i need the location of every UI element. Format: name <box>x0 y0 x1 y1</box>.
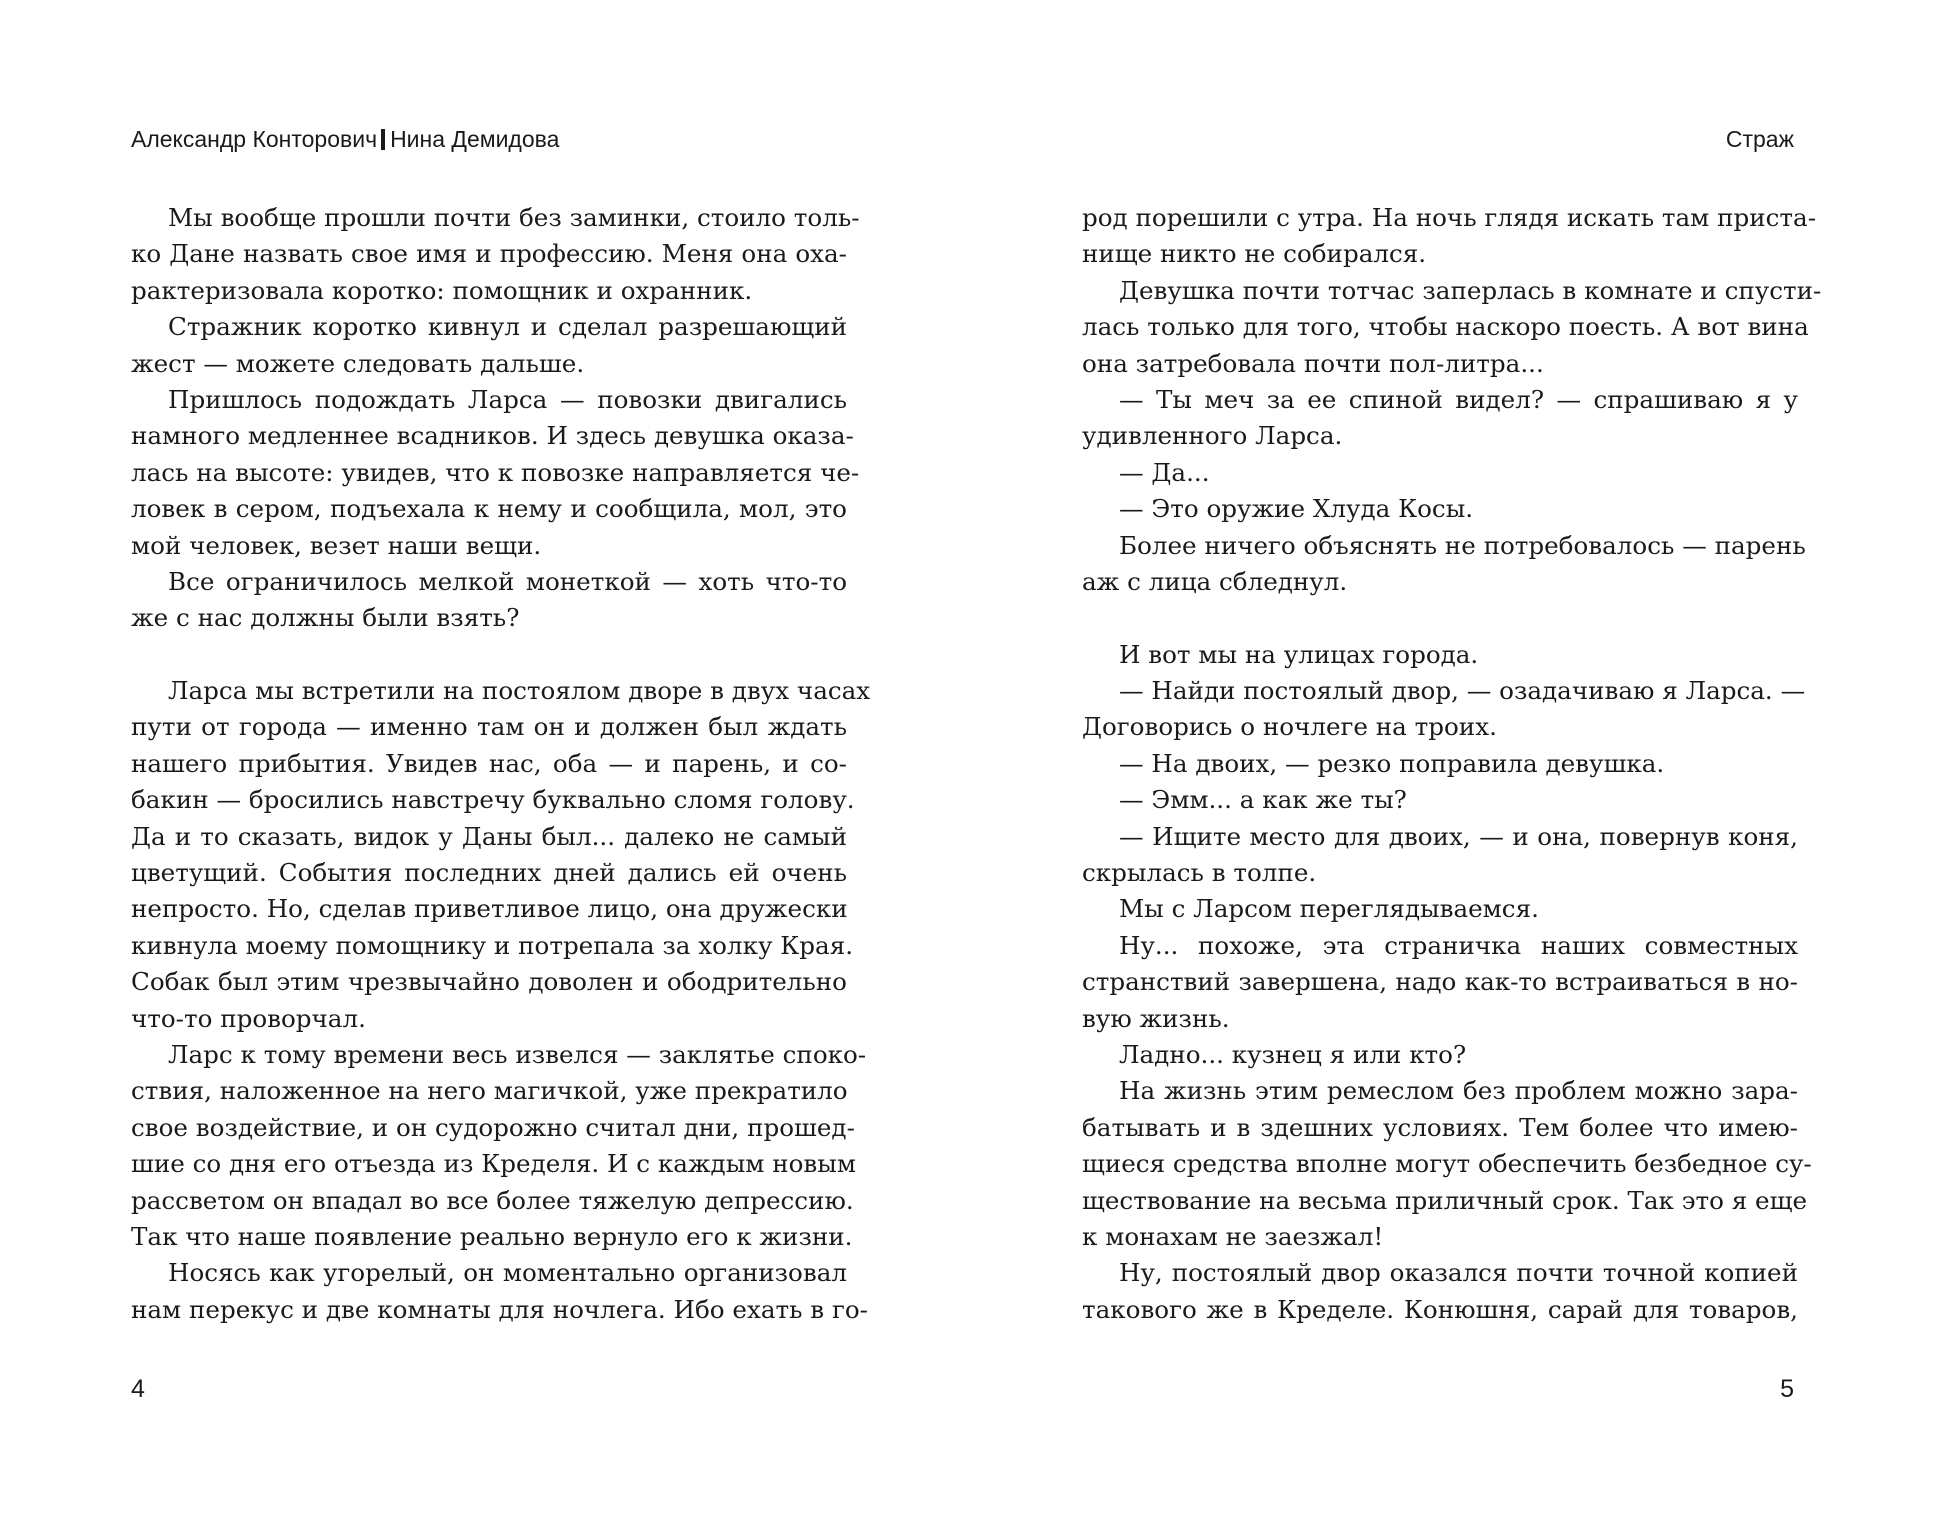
text-line: лась на высоте: увидев, что к повозке направляется че- <box>131 457 860 487</box>
text-line: И вот мы на улицах города. <box>1119 639 1479 669</box>
body-text-left <box>131 200 871 1328</box>
text-line: Ну, постоялый двор оказался почти точной копией <box>1119 1258 1798 1288</box>
text-line: рактеризовала коротко: помощник и охранник. <box>131 275 753 305</box>
text-line: Да и то сказать, видок у Даны был... далеко не самый <box>131 821 847 851</box>
text-line: удивленного Ларса. <box>1082 421 1343 451</box>
text-line: нище никто не собирался. <box>1082 239 1427 269</box>
page-number-right: 5 <box>1780 1375 1794 1403</box>
text-line: ловек в сером, подъехала к нему и сообщила, мол, это <box>131 494 847 524</box>
text-line: Девушка почти тотчас заперлась в комнате и спусти- <box>1119 275 1822 305</box>
right-page <box>973 0 1946 1520</box>
blank-line <box>131 637 847 673</box>
text-line: Ну... похоже, эта страничка наших совместных <box>1119 930 1798 960</box>
text-line: Все ограничилось мелкой монеткой — хоть что-то <box>168 566 847 596</box>
text-line: ко Дане назвать свое имя и профессию. Меня она оха- <box>131 239 847 269</box>
text-line: Мы вообще прошли почти без заминки, стоило толь- <box>168 203 860 232</box>
text-line: нашего прибытия. Увидев нас, оба — и парень, и со- <box>131 748 847 778</box>
text-line: к монахам не заезжал! <box>1082 1221 1384 1251</box>
page-number-left: 4 <box>131 1375 145 1403</box>
running-head-title: Страж <box>1725 126 1794 152</box>
author-name-1: Александр Конторович <box>131 126 378 152</box>
text-line: пути от города — именно там он и должен был ждать <box>131 712 847 742</box>
text-line: ществование на весьма приличный срок. Так это я еще <box>1082 1185 1808 1215</box>
text-line: вую жизнь. <box>1082 1003 1230 1033</box>
text-line: намного медленнее всадников. И здесь девушка оказа- <box>131 421 854 451</box>
text-line: такового же в Кределе. Конюшня, сарай для товаров, <box>1082 1294 1798 1324</box>
text-line: Пришлось подождать Ларса — повозки двигались <box>168 384 847 414</box>
blank-line <box>1082 600 1798 636</box>
running-head-authors <box>131 124 559 154</box>
text-line: Ларс к тому времени весь извелся — заклятье споко- <box>168 1039 867 1069</box>
text-line: свое воздействие, и он судорожно считал дни, прошед- <box>131 1112 855 1142</box>
text-line: шие со дня его отъезда из Кределя. И с каждым новым <box>131 1149 856 1179</box>
text-line: род порешили с утра. На ночь глядя искать там приста- <box>1082 203 1817 232</box>
text-line: Более ничего объяснять не потребовалось — парень <box>1119 530 1806 560</box>
text-line: рассветом он впадал во все более тяжелую депрессию. <box>131 1185 854 1215</box>
text-line: — Да... <box>1119 457 1210 487</box>
text-line: мой человек, везет наши вещи. <box>131 530 542 560</box>
text-line: Собак был этим чрезвычайно доволен и ободрительно <box>131 967 847 997</box>
text-line: скрылась в толпе. <box>1082 858 1317 888</box>
text-line: Ларса мы встретили на постоялом дворе в двух часах <box>168 676 871 706</box>
text-line: — Это оружие Хлуда Косы. <box>1119 494 1474 524</box>
text-line: Так что наше появление реально вернуло его к жизни. <box>131 1221 853 1251</box>
text-line: — Найди постоялый двор, — озадачиваю я Ларса. — <box>1119 676 1806 706</box>
text-line: Стражник коротко кивнул и сделал разрешающий <box>168 312 847 342</box>
text-line: странствий завершена, надо как-то встраиваться в но- <box>1082 967 1798 997</box>
text-line: непросто. Но, сделав приветливое лицо, она дружески <box>131 894 848 924</box>
body-text-right <box>1082 200 1822 1328</box>
text-line: же с нас должны были взять? <box>131 603 520 633</box>
text-line: — Ищите место для двоих, — и она, повернув коня, <box>1119 821 1798 851</box>
text-line: цветущий. События последних дней дались ей очень <box>131 858 847 888</box>
text-line: На жизнь этим ремеслом без проблем можно зара- <box>1119 1076 1798 1106</box>
text-line: кивнула моему помощнику и потрепала за холку Края. <box>131 930 854 960</box>
header-separator <box>381 129 385 150</box>
text-line: лась только для того, чтобы наскоро поесть. А вот вина <box>1082 312 1809 342</box>
text-line: батывать и в здешних условиях. Тем более что имею- <box>1082 1112 1798 1142</box>
text-line: что-то проворчал. <box>131 1003 366 1033</box>
text-line: — На двоих, — резко поправила девушка. <box>1119 748 1665 778</box>
text-line: ствия, наложенное на него магичкой, уже прекратило <box>131 1076 848 1106</box>
author-name-2: Нина Демидова <box>390 126 560 152</box>
text-line: бакин — бросились навстречу буквально сломя голову. <box>131 785 855 815</box>
text-line: Мы с Ларсом переглядываемся. <box>1119 894 1539 924</box>
text-line: Носясь как угорелый, он моментально организовал <box>168 1258 847 1288</box>
text-line: жест — можете следовать дальше. <box>131 348 585 378</box>
text-line: — Эмм... а как же ты? <box>1119 785 1407 815</box>
text-line: нам перекус и две комнаты для ночлега. Ибо ехать в го- <box>131 1294 868 1324</box>
text-line: аж с лица сбледнул. <box>1082 566 1348 596</box>
text-line: Договорись о ночлеге на троих. <box>1082 712 1497 742</box>
text-line: — Ты меч за ее спиной видел? — спрашиваю я у <box>1119 384 1798 414</box>
text-line: щиеся средства вполне могут обеспечить безбедное су- <box>1082 1149 1812 1179</box>
text-line: она затребовала почти пол-литра... <box>1082 348 1544 378</box>
text-line: Ладно... кузнец я или кто? <box>1119 1039 1467 1069</box>
